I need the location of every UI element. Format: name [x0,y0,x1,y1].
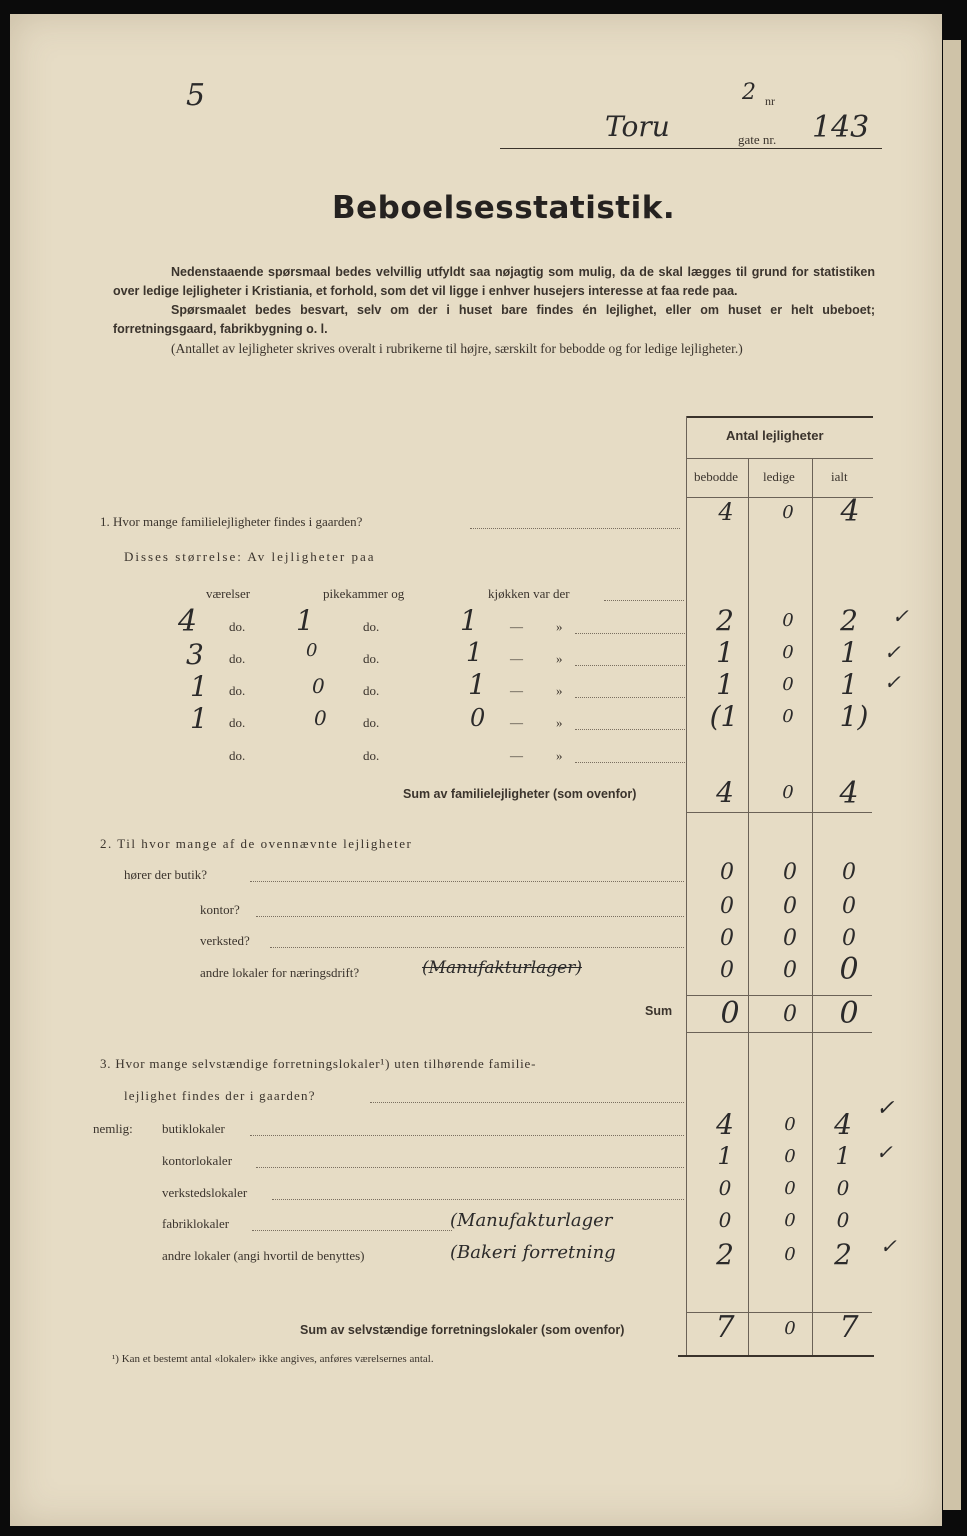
row4-pikekammer: 0 [314,706,327,730]
row4-quote: » [556,715,563,730]
q2-row2-bebodde: 0 [720,894,734,919]
q3-label-line1: 3. Hvor mange selvstændige forretningslokaler¹) uten tilhørende familie- [100,1056,537,1071]
q2-row1-bebodde: 0 [720,860,734,885]
table-header-rule [687,458,873,459]
row3-kjokken: 1 [468,668,486,701]
q1-label: 1. Hvor mange familielejligheter findes i gaarden? [100,514,363,529]
q2-row1-ledige: 0 [783,860,797,885]
address-underline [500,148,882,149]
q3-row5-ledige: 0 [784,1244,796,1265]
row2-do-2: do. [363,651,380,666]
intro-paragraph-2: Spørsmaalet bedes besvart, selv om der i huset bare findes én lejlighet, eller om huset er helt ubeboet; forretningsgaard, fabrikbygning o. l. [113,303,875,336]
q2-row3-bebodde: 0 [720,926,734,951]
row3-pikekammer: 0 [312,674,325,698]
row3-do-1: do. [229,683,246,698]
q3-row4-label: fabriklokaler [162,1216,230,1231]
q3-note-1: (Manufakturlager [450,1210,613,1231]
check-mark-andre: ✓ [880,1234,897,1258]
row3-vaerelser: 1 [190,670,208,703]
row1-pikekammer: 1 [296,604,314,637]
row4-do-1: do. [229,715,246,730]
corner-mark: 5 [186,78,206,113]
q3-row3-label: verkstedslokaler [162,1185,248,1200]
q3-sum-label [300,1322,624,1338]
row5-quote: » [556,748,563,763]
q3-row3-bebodde: 0 [718,1176,732,1200]
row2-do-1: do. [229,651,246,666]
q1-sum-label-text: Sum av familielejligheter (som ovenfor) [403,787,637,801]
intro-paragraph-3: (Antallet av lejligheter skrives overalt i rubrikerne til højre, særskilt for bebodde og for ledige lejligheter.) [171,341,743,356]
q3-row2-label: kontorlokaler [162,1153,233,1168]
q2-row4-bebodde: 0 [720,958,734,983]
table-bottom-rule [678,1355,874,1357]
row2-bebodde: 1 [716,636,734,669]
q2-row2-ialt: 0 [842,894,856,919]
q1-ialt: 4 [840,494,860,529]
leader-dots-row2 [575,665,685,666]
footnote: ¹) Kan et bestemt antal «lokaler» ikke angives, anføres værelsernes antal. [112,1353,434,1365]
q2-sum-label: Sum [645,1004,673,1018]
q2-row2-label: kontor? [200,902,240,917]
check-mark-row2: ✓ [884,640,901,664]
q2-row2-ledige: 0 [783,894,797,919]
q3-row1-ialt: 4 [834,1108,852,1141]
leader-dots-row4 [575,729,685,730]
q2-row1-label: hører der butik? [124,867,208,882]
q2-row1-dots [250,881,684,882]
row2-ialt: 1 [840,636,858,669]
leader-dots-header [604,600,684,601]
q3-row4-bebodde: 0 [718,1208,732,1232]
q2-crossed-note: (Manufakturlager) [422,958,582,978]
gate-label: gate nr. [738,132,777,147]
q3-note-2: (Bakeri forretning [450,1242,616,1263]
q2-row2-dots [256,916,684,917]
row1-kjokken: 1 [460,604,478,637]
q3-row1-bebodde: 4 [716,1108,734,1141]
leader-dots-row1 [575,633,685,634]
house-number: 143 [812,110,870,145]
row2-vaerelser: 3 [186,638,204,671]
row2-pikekammer: 0 [306,640,318,661]
row2-dash: — [510,651,523,666]
table-top-rule [687,416,873,418]
row4-vaerelser: 1 [190,702,208,735]
nr-label: nr [765,94,775,108]
q2-row3-ledige: 0 [783,926,797,951]
q2-row4-label: andre lokaler for næringsdrift? [200,965,360,980]
q2-row1-ialt: 0 [842,860,856,885]
q3-sum-label-text: Sum av selvstændige forretningslokaler (som ovenfor) [300,1323,625,1337]
q3-line2-dots [370,1102,684,1103]
q3-sum-ledige: 0 [784,1318,796,1339]
q2-sum-ledige: 0 [783,1002,797,1027]
col-label-vaerelser: værelser [206,586,251,601]
q3-row2-ialt: 1 [835,1142,851,1170]
q1-sum-bebodde: 4 [716,776,734,809]
row2-quote: » [556,651,563,666]
nr-prefix: 2 [742,80,756,105]
row1-dash: — [510,619,523,634]
row3-ialt: 1 [840,668,858,701]
row4-kjokken: 0 [470,704,486,732]
q3-sum-ialt: 7 [839,1310,859,1345]
check-mark-kontor: ✓ [876,1140,893,1164]
row1-do-2: do. [363,619,380,634]
q2-row3-label: verksted? [200,933,250,948]
q2-sum-bottom-rule [686,1032,872,1033]
intro-paragraph-1: Nedenstaaende spørsmaal bedes velvillig utfyldt saa nøjagtig som mulig, da de skal lægges til grund for statistiken over ledige lejligheter i Kristiania, et forhold, som det vil ligge i enhver husejers interesse at faa rede paa. [113,265,875,298]
intro-text [113,263,875,358]
q2-label: 2. Til hvor mange af de ovennævnte lejligheter [100,836,413,851]
row4-do-2: do. [363,715,380,730]
col-label-kjokken: kjøkken var der [488,586,570,601]
q1-ledige: 0 [782,502,794,523]
row4-ledige: 0 [782,706,794,727]
row3-do-2: do. [363,683,380,698]
q3-row4-ialt: 0 [836,1208,850,1232]
leader-dots-row5 [575,762,685,763]
q3-row5-ialt: 2 [834,1238,852,1271]
street-name: Toru [605,110,670,143]
q1-sum-ialt: 4 [839,776,859,811]
table-group-header: Antal lejligheter [726,428,824,443]
row4-bebodde: (1 [709,700,739,733]
q3-row1-dots [250,1135,684,1136]
row1-ledige: 0 [782,610,794,631]
check-mark-row1: ✓ [892,604,909,628]
page-title: Beboelsesstatistik. [332,190,676,226]
row3-ledige: 0 [782,674,794,695]
row4-ialt: 1) [839,700,869,733]
row1-quote: » [556,619,563,634]
row2-ledige: 0 [782,642,794,663]
q2-sum-ialt: 0 [839,996,859,1031]
page-edge [943,40,961,1510]
col-label-pikekammer: pikekammer og [323,586,405,601]
q1-sum-label [403,786,636,802]
row4-dash: — [510,715,523,730]
q1-bebodde: 4 [718,498,734,526]
q3-row5-label: andre lokaler (angi hvortil de benyttes) [162,1248,365,1263]
row1-vaerelser: 4 [178,604,198,639]
col-header-bebodde: bebodde [694,469,739,484]
form-page [10,14,942,1526]
table-col-divider-2 [812,458,813,1356]
row3-bebodde: 1 [716,668,734,701]
q3-row2-dots [256,1167,684,1168]
q2-row3-ialt: 0 [842,926,856,951]
q1-size-label: Disses størrelse: Av lejligheter paa [124,549,376,564]
row1-ialt: 2 [840,604,858,637]
q3-row1-label: butiklokaler [162,1121,225,1136]
row5-dash: — [510,748,523,763]
q3-row3-ledige: 0 [784,1178,796,1199]
q3-nemlig: nemlig: [93,1121,133,1136]
row3-quote: » [556,683,563,698]
row3-dash: — [510,683,523,698]
q3-row3-ialt: 0 [836,1176,850,1200]
leader-dots-row3 [575,697,685,698]
row1-do-1: do. [229,619,246,634]
q3-row2-bebodde: 1 [717,1142,733,1170]
q3-label-line2: lejlighet findes der i gaarden? [124,1088,316,1103]
col-header-ledige: ledige [763,469,795,484]
q1-leader-dots [470,528,680,529]
q1-sum-rule [686,812,872,813]
q1-sum-ledige: 0 [782,782,794,803]
row5-do-1: do. [229,748,246,763]
table-left-rule [686,416,687,1356]
q3-row5-bebodde: 2 [716,1238,734,1271]
check-mark-butik: ✓ [876,1096,895,1121]
q2-row4-ledige: 0 [783,958,797,983]
row1-bebodde: 2 [716,604,734,637]
check-mark-row3: ✓ [884,670,901,694]
q3-row4-dots [252,1230,452,1231]
q3-row1-ledige: 0 [784,1114,796,1135]
q3-row2-ledige: 0 [784,1146,796,1167]
row5-do-2: do. [363,748,380,763]
q3-row4-ledige: 0 [784,1210,796,1231]
q3-sum-bebodde: 7 [715,1310,735,1345]
q2-sum-bebodde: 0 [720,996,740,1031]
q3-row3-dots [272,1199,684,1200]
q2-row4-ialt: 0 [839,952,859,987]
row2-kjokken: 1 [466,638,483,668]
col-header-ialt: ialt [831,469,848,484]
q2-row3-dots [270,947,684,948]
